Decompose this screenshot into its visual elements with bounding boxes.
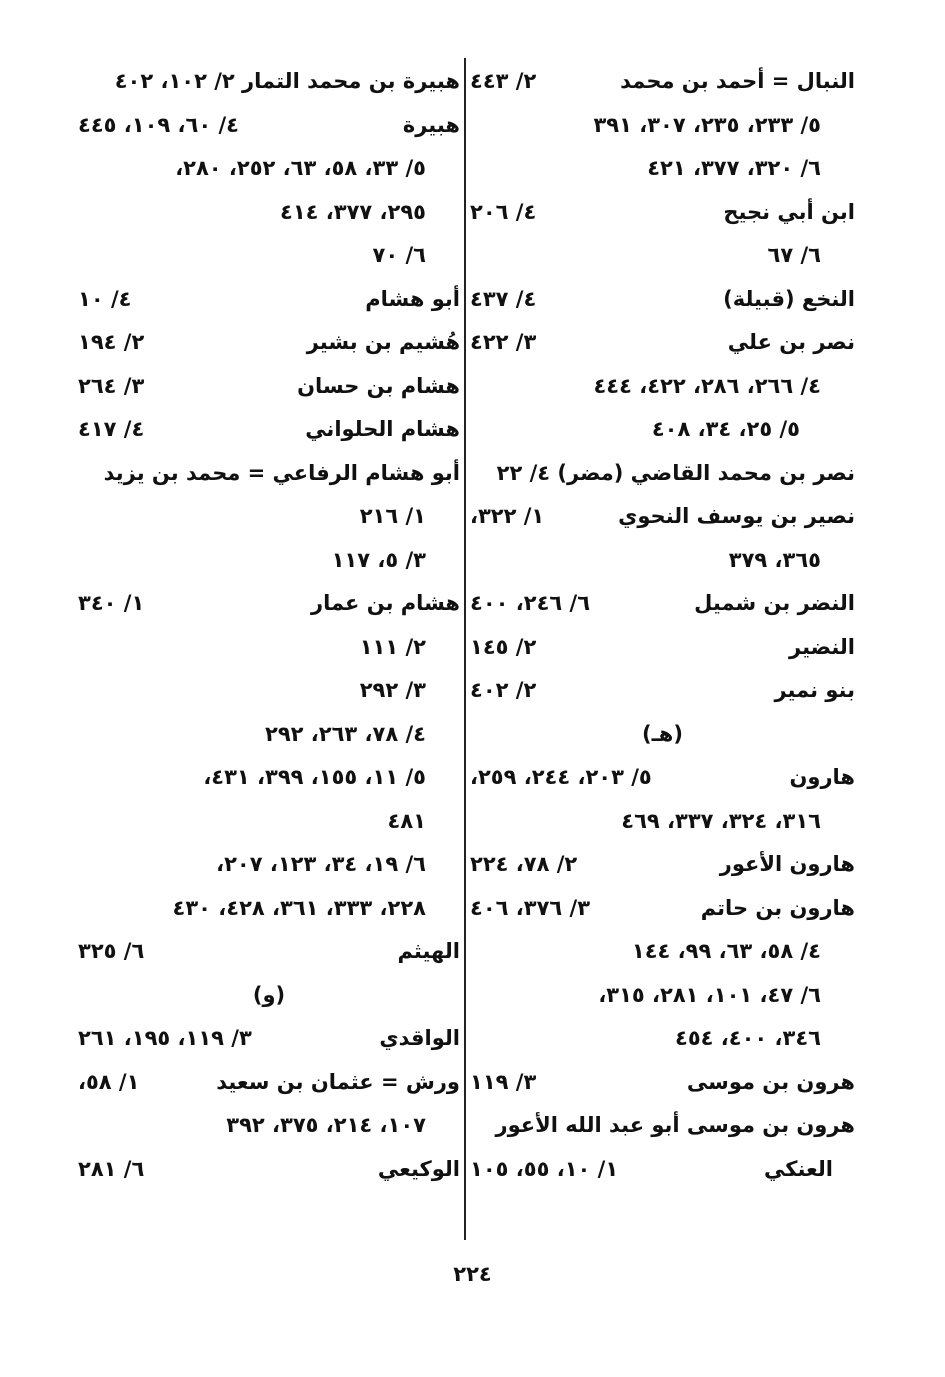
entry-page-refs: ٢/ ٤٤٣ bbox=[470, 69, 537, 93]
entry-continuation: ٢٩٥، ٣٧٧، ٤١٤ bbox=[280, 199, 426, 224]
index-line bbox=[78, 1148, 460, 1192]
index-line bbox=[78, 582, 460, 626]
index-line bbox=[470, 1061, 855, 1105]
entry-name: هبيرة بن محمد التمار ٢/ ١٠٢، ٤٠٢ bbox=[114, 69, 460, 93]
entry-continuation: ١/ ٢١٦ bbox=[359, 504, 426, 528]
entry-name: هرون بن موسى bbox=[686, 1069, 855, 1094]
index-line bbox=[78, 278, 460, 322]
entry-name: نصر بن علي bbox=[727, 330, 855, 354]
entry-name: النضر بن شميل bbox=[694, 591, 855, 615]
index-line bbox=[470, 60, 855, 104]
entry-name: أبو هشام bbox=[365, 286, 460, 311]
index-line bbox=[78, 713, 460, 757]
index-line bbox=[78, 974, 460, 1018]
entry-name: هشام الحلواني bbox=[305, 417, 460, 441]
section-letter-heading: (و) bbox=[252, 982, 286, 1007]
index-line bbox=[78, 191, 460, 235]
index-line bbox=[470, 1104, 855, 1148]
entry-page-refs: ٤/ ١٠ bbox=[78, 286, 132, 311]
index-line bbox=[470, 1017, 855, 1061]
index-line bbox=[78, 147, 460, 191]
index-line bbox=[470, 104, 855, 148]
entry-page-refs: ٢/ ٧٨، ٢٢٤ bbox=[470, 852, 578, 876]
entry-page-refs: ١/ ٣٢٢، bbox=[470, 504, 545, 528]
entry-name: هشام بن حسان bbox=[297, 373, 460, 398]
index-line bbox=[78, 1017, 460, 1061]
entry-continuation: ٢٢٨، ٣٣٣، ٣٦١، ٤٢٨، ٤٣٠ bbox=[172, 895, 426, 920]
index-line bbox=[78, 539, 460, 583]
entry-name: النخع (قبيلة) bbox=[723, 286, 855, 311]
index-line bbox=[470, 974, 855, 1018]
entry-page-refs: ٣/ ١١٩، ١٩٥، ٢٦١ bbox=[78, 1026, 252, 1050]
entry-page-refs: ٢/ ١٤٥ bbox=[470, 634, 537, 659]
entry-continuation: ٦/ ٦٧ bbox=[767, 243, 821, 267]
index-line bbox=[78, 452, 460, 496]
entry-name: العنكي bbox=[764, 1156, 833, 1181]
section-letter-heading: (هـ) bbox=[642, 721, 683, 746]
entry-name: هارون bbox=[789, 765, 855, 789]
entry-page-refs: ٦/ ٣٢٥ bbox=[78, 939, 145, 963]
entry-name: ورش = عثمان بن سعيد bbox=[216, 1069, 460, 1094]
index-line bbox=[470, 626, 855, 670]
index-line bbox=[78, 365, 460, 409]
index-line bbox=[470, 800, 855, 844]
entry-page-refs: ٤/ ٤٣٧ bbox=[470, 286, 537, 311]
index-line bbox=[78, 669, 460, 713]
index-line bbox=[470, 495, 855, 539]
entry-page-refs: ١/ ٣٤٠ bbox=[78, 591, 145, 615]
entry-continuation: ٥/ ٢٣٣، ٢٣٥، ٣٠٧، ٣٩١ bbox=[593, 112, 821, 137]
index-line bbox=[78, 234, 460, 278]
entry-continuation: ٤٨١ bbox=[387, 808, 426, 833]
index-line bbox=[78, 626, 460, 670]
entry-page-refs: ٦/ ٢٤٦، ٤٠٠ bbox=[470, 591, 591, 615]
index-line bbox=[470, 278, 855, 322]
entry-page-refs: ٢/ ١٩٤ bbox=[78, 330, 145, 354]
entry-name: هرون بن موسى أبو عبد الله الأعور bbox=[495, 1113, 855, 1137]
entry-continuation: ٦/ ٧٠ bbox=[372, 243, 426, 267]
entry-name: ابن أبي نجيح bbox=[723, 199, 855, 224]
index-line bbox=[470, 147, 855, 191]
entry-continuation: ٦/ ٤٧، ١٠١، ٢٨١، ٣١٥، bbox=[598, 982, 821, 1007]
index-line bbox=[470, 713, 855, 757]
index-line bbox=[78, 800, 460, 844]
entry-name: النضير bbox=[789, 634, 855, 659]
entry-name: أبو هشام الرفاعي = محمد بن يزيد bbox=[103, 460, 460, 485]
entry-page-refs: ٤/ ٦٠، ١٠٩، ٤٤٥ bbox=[78, 112, 239, 137]
index-line bbox=[470, 843, 855, 887]
index-line bbox=[470, 234, 855, 278]
entry-continuation: ٤/ ٧٨، ٢٦٣، ٢٩٢ bbox=[265, 721, 426, 746]
index-line bbox=[470, 321, 855, 365]
entry-page-refs: ٤/ ٢٠٦ bbox=[470, 199, 537, 224]
entry-name: الوكيعي bbox=[377, 1156, 460, 1181]
entry-continuation: ٥/ ٢٥، ٣٤، ٤٠٨ bbox=[651, 417, 800, 441]
left-column bbox=[78, 60, 460, 1191]
index-line bbox=[78, 887, 460, 931]
entry-page-refs: ١/ ٥٨، bbox=[78, 1069, 140, 1094]
index-line bbox=[470, 191, 855, 235]
index-line bbox=[470, 669, 855, 713]
entry-name: هارون بن حاتم bbox=[700, 895, 855, 920]
entry-page-refs: ٣/ ٤٢٢ bbox=[470, 330, 537, 354]
entry-continuation: ٤/ ٥٨، ٦٣، ٩٩، ١٤٤ bbox=[631, 939, 821, 963]
entry-page-refs: ٦/ ٢٨١ bbox=[78, 1156, 145, 1181]
entry-name: هُشيم بن بشير bbox=[306, 330, 460, 354]
index-line bbox=[78, 321, 460, 365]
index-line bbox=[78, 843, 460, 887]
entry-page-refs: ٢/ ٤٠٢ bbox=[470, 678, 537, 702]
entry-continuation: ٥/ ١١، ١٥٥، ٣٩٩، ٤٣١، bbox=[203, 765, 426, 789]
entry-continuation: ٦/ ٣٢٠، ٣٧٧، ٤٢١ bbox=[647, 156, 821, 180]
entry-name: النبال = أحمد بن محمد bbox=[620, 69, 855, 93]
entry-continuation: ٣١٦، ٣٢٤، ٣٣٧، ٤٦٩ bbox=[621, 808, 821, 833]
index-line bbox=[78, 495, 460, 539]
index-line bbox=[470, 539, 855, 583]
index-line bbox=[470, 408, 855, 452]
entry-page-refs: ٥/ ٢٠٣، ٢٤٤، ٢٥٩، bbox=[470, 765, 652, 789]
index-line bbox=[78, 60, 460, 104]
entry-continuation: ٥/ ٣٣، ٥٨، ٦٣، ٢٥٢، ٢٨٠، bbox=[175, 156, 426, 180]
index-line bbox=[78, 930, 460, 974]
entry-name: بنو نمير bbox=[774, 678, 855, 702]
entry-name: هشام بن عمار bbox=[310, 591, 460, 615]
entry-page-refs: ٤/ ٤١٧ bbox=[78, 417, 145, 441]
entry-continuation: ٦/ ١٩، ٣٤، ١٢٣، ٢٠٧، bbox=[216, 852, 426, 876]
index-line bbox=[470, 1148, 855, 1192]
index-line bbox=[78, 1104, 460, 1148]
index-line bbox=[470, 365, 855, 409]
column-divider bbox=[464, 58, 466, 1240]
page-number: ٢٢٤ bbox=[453, 1262, 492, 1286]
entry-name: هارون الأعور bbox=[719, 852, 855, 876]
index-line bbox=[78, 104, 460, 148]
entry-page-refs: ٣/ ١١٩ bbox=[470, 1069, 537, 1094]
entry-page-refs: ٣/ ٢٦٤ bbox=[78, 373, 145, 398]
entry-continuation: ٣/ ٢٩٢ bbox=[359, 678, 426, 702]
entry-continuation: ٣٦٥، ٣٧٩ bbox=[728, 547, 821, 572]
index-line bbox=[470, 756, 855, 800]
entry-name: نصير بن يوسف النحوي bbox=[618, 504, 855, 528]
entry-continuation: ٣٤٦، ٤٠٠، ٤٥٤ bbox=[675, 1026, 821, 1050]
entry-page-refs: ٣/ ٣٧٦، ٤٠٦ bbox=[470, 895, 591, 920]
entry-continuation: ٤/ ٢٦٦، ٢٨٦، ٤٢٢، ٤٤٤ bbox=[593, 373, 821, 398]
entry-name: نصر بن محمد القاضي (مضر) ٤/ ٢٢ bbox=[496, 460, 855, 485]
index-line bbox=[470, 452, 855, 496]
index-line bbox=[470, 887, 855, 931]
entry-name: الواقدي bbox=[379, 1026, 460, 1050]
right-column bbox=[470, 60, 855, 1191]
entry-continuation: ١٠٧، ٢١٤، ٣٧٥، ٣٩٢ bbox=[226, 1113, 426, 1137]
entry-continuation: ٣/ ٥، ١١٧ bbox=[331, 547, 426, 572]
entry-continuation: ٢/ ١١١ bbox=[359, 634, 426, 659]
entry-page-refs: ١/ ١٠، ٥٥، ١٠٥ bbox=[470, 1156, 619, 1181]
index-line bbox=[78, 756, 460, 800]
index-line bbox=[78, 1061, 460, 1105]
index-line bbox=[470, 930, 855, 974]
index-line bbox=[470, 582, 855, 626]
index-line bbox=[78, 408, 460, 452]
entry-name: الهيثم bbox=[397, 939, 460, 963]
entry-name: هبيرة bbox=[402, 112, 460, 137]
